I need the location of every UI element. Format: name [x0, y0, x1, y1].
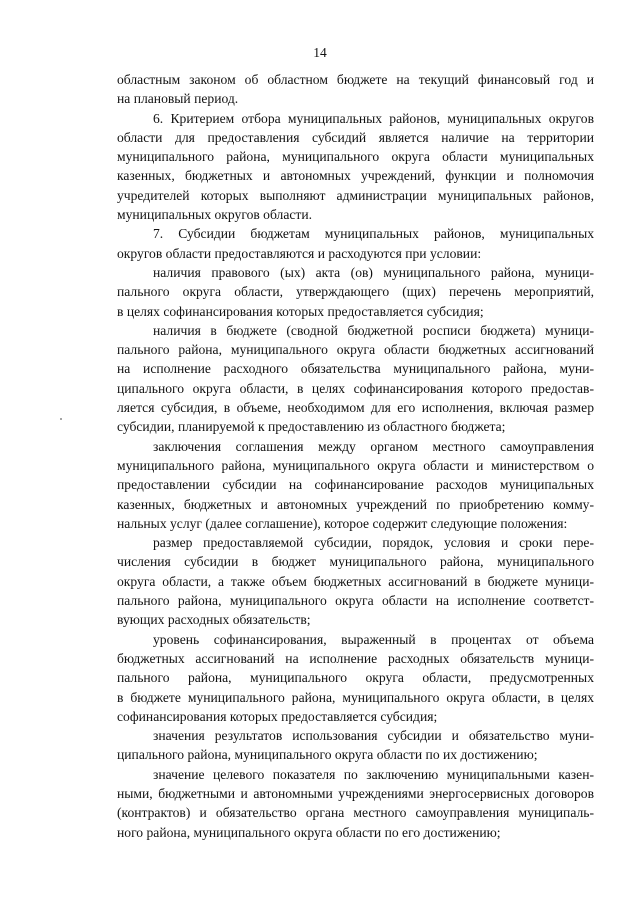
- text-line: ципального района, муниципального округа области по их достижению;: [117, 747, 538, 763]
- text-line: областным законом об областном бюджете на текущий финансовый год и: [117, 72, 594, 87]
- text-line: пального округа области, утверждающего (щих) перечень мероприятий,: [117, 284, 594, 300]
- text-line: ными, бюджетными и автономными учреждениями энергосервисных договоров: [117, 785, 594, 801]
- text-line: на исполнение расходного обязательства муниципального района, муни-: [117, 361, 594, 377]
- text-line: бюджетных ассигнований на исполнение расходных обязательств муници-: [117, 650, 594, 666]
- text-line: 6. Критерием отбора муниципальных районов, муниципальных округов: [153, 110, 594, 126]
- text-line: в целях софинансирования которых предоставляется субсидия;: [117, 303, 484, 319]
- text-line: софинансирования которых предоставляется субсидия;: [117, 708, 438, 724]
- text-line: размер предоставляемой субсидии, порядок, условия и сроки пере-: [153, 535, 594, 551]
- text-line: наличия в бюджете (сводной бюджетной росписи бюджета) муници-: [153, 322, 594, 338]
- scan-speck: [60, 418, 62, 420]
- text-line: ляется субсидия, в объеме, необходимом для его исполнения, включая размер: [117, 400, 594, 416]
- text-line: наличия правового (ых) акта (ов) муниципального района, муници-: [153, 264, 594, 280]
- text-line: округов области предоставляются и расходуются при условии:: [117, 245, 482, 261]
- text-line: на плановый период.: [117, 91, 239, 107]
- text-line: пального района, муниципального округа области на исполнение соответст-: [117, 593, 594, 609]
- text-line: учредителей которых выполняют администрации муниципальных районов,: [117, 187, 594, 203]
- text-line: казенных, бюджетных и автономных учреждений по приобретению комму-: [117, 496, 594, 512]
- text-line: заключения соглашения между органом местного самоуправления: [153, 438, 594, 454]
- text-line: пального района, муниципального округа области бюджетных ассигнований: [117, 342, 594, 358]
- text-line: ципального округа области, в целях софинансирования которого предостав-: [117, 380, 594, 396]
- text-line: значение целевого показателя по заключению муниципальными казен-: [153, 766, 594, 782]
- text-line: числения субсидии в бюджет муниципального района, муниципального: [117, 554, 594, 570]
- text-line: муниципального района, муниципального округа области и министерством о: [117, 457, 594, 473]
- text-line: предоставлении субсидии на софинансирование расходов муниципальных: [117, 477, 594, 493]
- text-line: области для предоставления субсидий является наличие на территории: [117, 129, 594, 145]
- text-line: нальных услуг (далее соглашение), которое содержит следующие положения:: [117, 515, 568, 531]
- text-line: 7. Субсидии бюджетам муниципальных районов, муниципальных: [153, 226, 594, 242]
- text-line: ного района, муниципального округа области по его достижению;: [117, 824, 501, 840]
- text-line: субсидии, планируемой к предоставлению из областного бюджета;: [117, 419, 506, 435]
- text-line: (контрактов) и обязательство органа местного самоуправления муниципаль-: [117, 805, 594, 821]
- text-line: муниципального района, муниципального округа области муниципальных: [117, 149, 594, 165]
- text-line: казенных, бюджетных и автономных учреждений, функции и полномочия: [117, 168, 594, 184]
- text-line: муниципальных округов области.: [117, 207, 313, 223]
- text-line: в бюджете муниципального района, муниципального округа области, в целях: [117, 689, 594, 705]
- text-line: значения результатов использования субсидии и обязательство муни-: [153, 728, 594, 744]
- page-number: 14: [313, 45, 327, 60]
- document-body: [117, 70, 594, 842]
- text-line: округа области, а также объем бюджетных ассигнований в бюджете муници-: [117, 573, 594, 589]
- text-line: вующих расходных обязательств;: [117, 612, 311, 628]
- text-line: пального района, муниципального округа области, предусмотренных: [117, 670, 594, 686]
- text-line: уровень софинансирования, выраженный в процентах от объема: [153, 631, 594, 647]
